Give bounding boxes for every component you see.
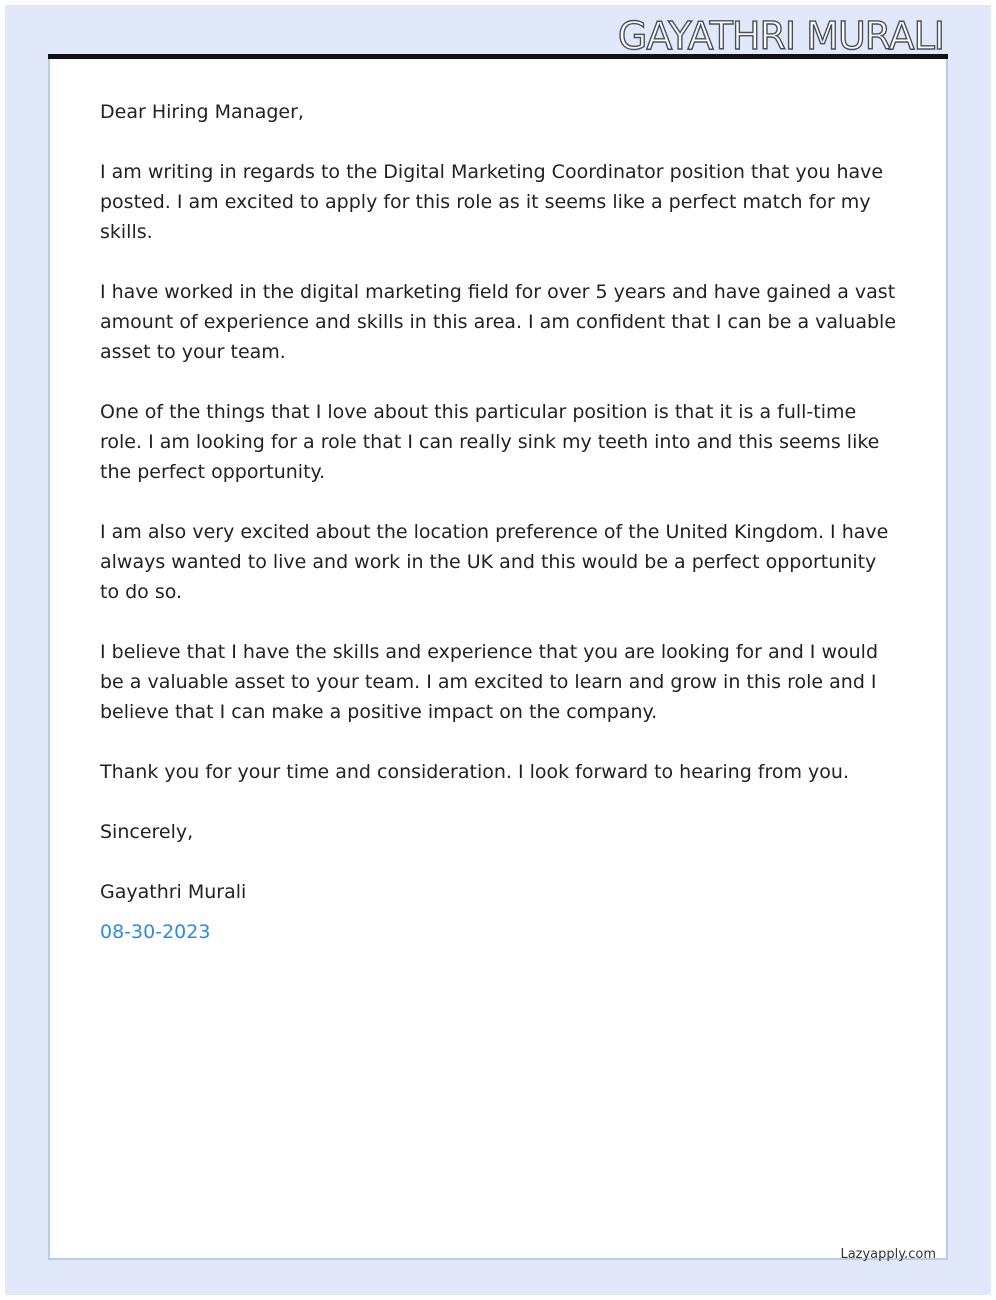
paragraph-thanks: Thank you for your time and consideration. I look forward to hearing from you.	[100, 761, 849, 783]
paragraph-full-time: One of the things that I love about this particular position is that it is a full-time role. I am looking for a role that I can really sink my teeth into and this seems like the perfect opportunity.	[100, 401, 880, 483]
closing: Sincerely,	[100, 821, 194, 843]
paragraph-experience: I have worked in the digital marketing field for over 5 years and have gained a vast amount of experience and skills in this area. I am confident that I can be a valuable asset to your team.	[100, 281, 897, 363]
paragraph-intro: I am writing in regards to the Digital Marketing Coordinator position that you have posted. I am excited to apply for this role as it seems like a perfect match for my skills.	[100, 161, 884, 243]
letter-date: 08-30-2023	[100, 921, 211, 943]
footer-brand: Lazyapply.com	[840, 1247, 936, 1262]
paragraph-location: I am also very excited about the location preference of the United Kingdom. I have always wanted to live and work in the UK and this would be a perfect opportunity to do so.	[100, 521, 889, 603]
applicant-name-header: GAYATHRI MURALI	[617, 14, 944, 58]
letter-body	[100, 97, 900, 947]
signature-name: Gayathri Murali	[100, 881, 247, 903]
salutation: Dear Hiring Manager,	[100, 101, 304, 123]
paragraph-skills: I believe that I have the skills and experience that you are looking for and I would be a valuable asset to your team. I am excited to learn and grow in this role and I believe that I can make a positive impact on the company.	[100, 641, 878, 723]
